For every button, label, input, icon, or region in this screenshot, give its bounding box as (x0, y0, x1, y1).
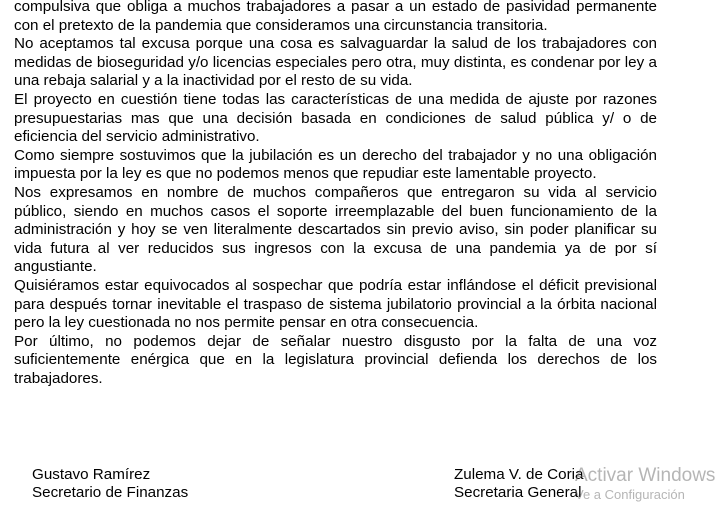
watermark-subtitle: Ve a Configuración (575, 487, 685, 502)
paragraph: Como siempre sostuvimos que la jubilación es un derecho del trabajador y no una obligación impuesta por la ley es que no podemos menos que repudiar este lamentable proyecto. (14, 146, 657, 183)
paragraph: El proyecto en cuestión tiene todas las características de una medida de ajuste por razones presupuestarias mas que una decisión basada en condiciones de salud pública y/ o de eficiencia del servicio administrativo. (14, 90, 657, 146)
signatory-name: Zulema V. de Coria (454, 466, 584, 483)
signatory-title: Secretario de Finanzas (32, 484, 189, 501)
activation-watermark (575, 465, 715, 503)
signatory-title: Secretaria General (454, 484, 582, 501)
signatory-name: Gustavo Ramírez (32, 466, 151, 483)
paragraph: Quisiéramos estar equivocados al sospechar que podría estar inflándose el déficit previsional para después tornar inevitable el traspaso de sistema jubilatorio provincial a la órbita nacional pero la ley cuestionada no nos permite pensar en otra consecuencia. (14, 276, 657, 332)
watermark-title: Activar Windows (575, 465, 715, 486)
paragraph: Nos expresamos en nombre de muchos compañeros que entregaron su vida al servicio público, siendo en muchos casos el soporte irreemplazable del buen funcionamiento de la administración y hoy se ven literalmente descartados sin previo aviso, sin poder planificar su vida futura al ver reducidos sus ingresos con la excusa de una pandemia ya de por sí angustiante. (14, 183, 657, 276)
paragraph: compulsiva que obliga a muchos trabajadores a pasar a un estado de pasividad permanente con el pretexto de la pandemia que consideramos una circunstancia transitoria. (14, 0, 657, 34)
paragraph: No aceptamos tal excusa porque una cosa es salvaguardar la salud de los trabajadores con medidas de bioseguridad y/o licencias especiales pero otra, muy distinta, es condenar por ley a una rebaja salarial y a la inactividad por el resto de su vida. (14, 35, 657, 90)
signature-right (454, 466, 583, 502)
paragraph: Por último, no podemos dejar de señalar nuestro disgusto por la falta de una voz suficientemente enérgica que en la legislatura provincial defienda los derechos de los trabajadores. (14, 332, 657, 387)
document-body (14, 0, 657, 388)
signature-left (32, 466, 188, 502)
